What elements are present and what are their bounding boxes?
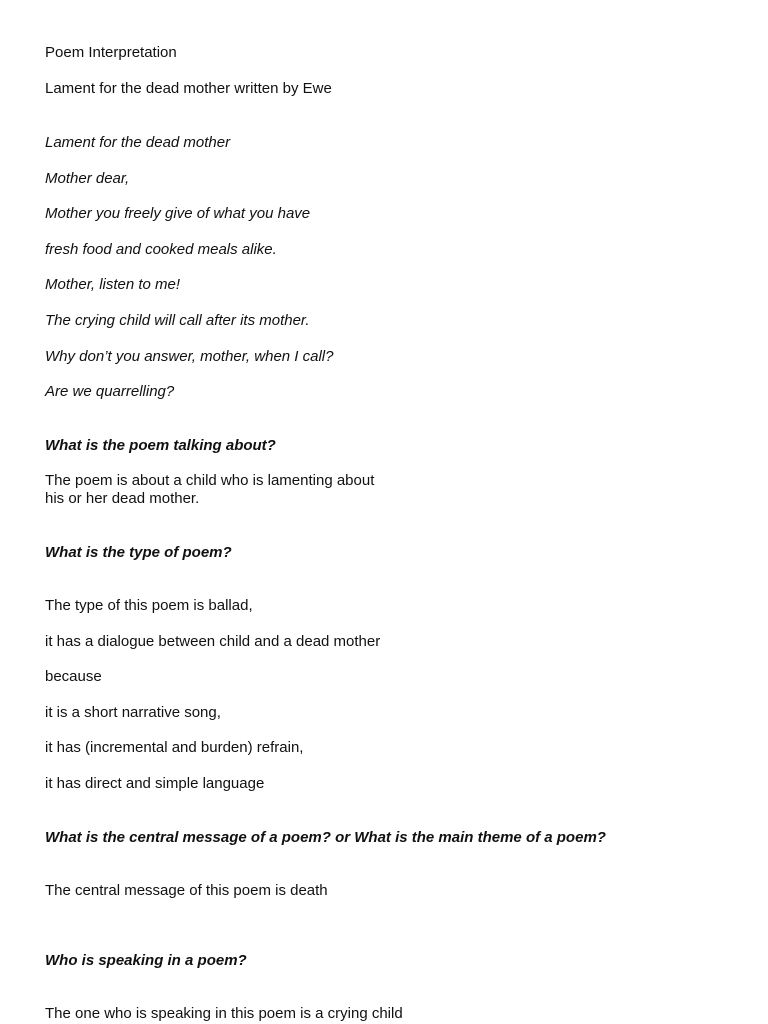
question-heading: What is the poem talking about? (45, 437, 276, 454)
answer-text: The central message of this poem is death (45, 882, 328, 899)
question-heading: What is the central message of a poem? or What is the main theme of a poem? (45, 829, 606, 846)
poem-line: Why don’t you answer, mother, when I call? (45, 348, 334, 365)
poem-line: fresh food and cooked meals alike. (45, 241, 277, 258)
answer-text: because (45, 668, 102, 685)
answer-text: The one who is speaking in this poem is a crying child (45, 1005, 403, 1022)
answer-text: The poem is about a child who is lamenting about (45, 472, 375, 489)
poem-line: The crying child will call after its mother. (45, 312, 310, 329)
document-subtitle: Lament for the dead mother written by Ewe (45, 80, 332, 97)
answer-text: it has (incremental and burden) refrain, (45, 739, 304, 756)
question-heading: Who is speaking in a poem? (45, 952, 247, 969)
question-heading: What is the type of poem? (45, 544, 232, 561)
answer-text: it has a dialogue between child and a dead mother (45, 633, 381, 650)
poem-line: Mother, listen to me! (45, 276, 181, 293)
answer-text: it is a short narrative song, (45, 704, 221, 721)
poem-line: Lament for the dead mother (45, 134, 231, 151)
answer-text: it has direct and simple language (45, 775, 265, 792)
answer-text: his or her dead mother. (45, 490, 200, 507)
poem-line: Mother dear, (45, 170, 130, 187)
answer-text: The type of this poem is ballad, (45, 597, 253, 614)
poem-line: Mother you freely give of what you have (45, 205, 311, 222)
document-title: Poem Interpretation (45, 44, 177, 61)
poem-line: Are we quarrelling? (45, 383, 175, 400)
